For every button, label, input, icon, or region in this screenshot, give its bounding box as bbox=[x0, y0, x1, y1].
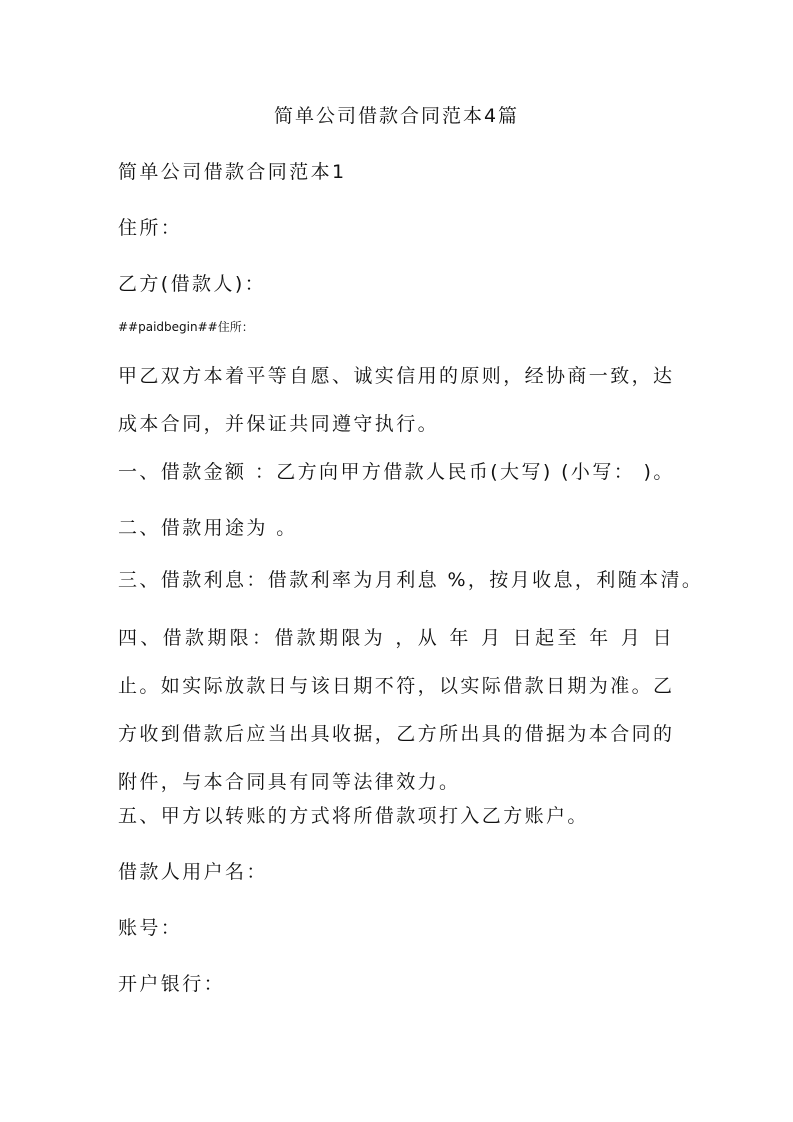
paid-marker: ##paidbegin##住所： bbox=[118, 320, 254, 334]
section-heading: 简单公司借款合同范本1 bbox=[118, 161, 347, 183]
clause-4-line-2: 止。如实际放款日与该日期不符，以实际借款日期为准。乙 bbox=[118, 675, 675, 697]
clause-4-line-1: 四、借款期限：借款期限为 ，从 年 月 日起至 年 月 日 bbox=[118, 627, 674, 649]
address-line: 住所： bbox=[118, 217, 183, 239]
clause-4-line-3: 方收到借款后应当出具收据，乙方所出具的借据为本合同的 bbox=[118, 723, 675, 745]
intro-line-2: 成本合同，并保证共同遵守执行。 bbox=[118, 413, 440, 435]
clause-5: 五、甲方以转账的方式将所借款项打入乙方账户。 bbox=[118, 805, 589, 827]
intro-paragraph bbox=[118, 352, 674, 448]
clause-1: 一、借款金额 ：乙方向甲方借款人民币(大写) (小写： )。 bbox=[118, 461, 675, 483]
bank-line: 开户银行： bbox=[118, 973, 226, 995]
clause-4-paragraph bbox=[118, 614, 674, 806]
clause-4-line-4: 附件，与本合同具有同等法律效力。 bbox=[118, 771, 461, 793]
party-b-line: 乙方(借款人)： bbox=[118, 273, 267, 295]
clause-2: 二、借款用途为 。 bbox=[118, 517, 298, 539]
account-name-line: 借款人用户名： bbox=[118, 861, 268, 883]
document-title: 简单公司借款合同范本4篇 bbox=[273, 105, 520, 127]
account-number-line: 账号： bbox=[118, 917, 183, 939]
intro-line-1: 甲乙双方本着平等自愿、诚实信用的原则，经协商一致，达 bbox=[118, 365, 675, 387]
clause-3: 三、借款利息：借款利率为月利息 %，按月收息，利随本清。 bbox=[118, 569, 704, 591]
